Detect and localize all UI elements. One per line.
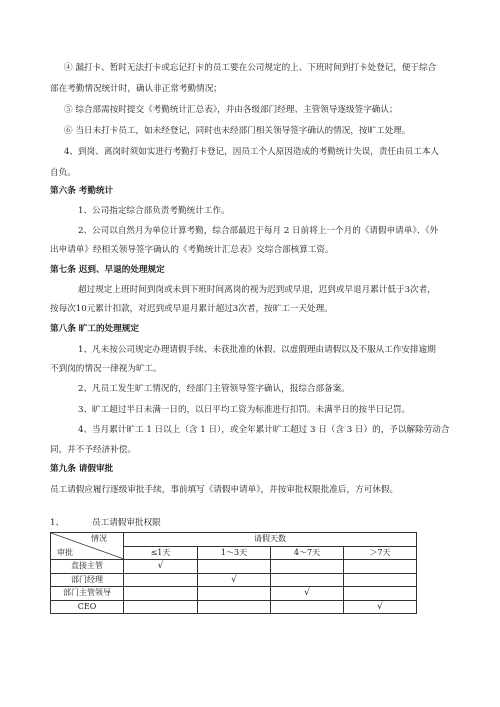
- paragraph-line: 同，并不予经济补偿。: [50, 445, 136, 455]
- corner-top-label: 情况: [91, 534, 107, 543]
- table-cell: [344, 560, 417, 574]
- table-corner-cell: [51, 533, 124, 560]
- table-caption: 员工请假审批权限: [92, 518, 161, 528]
- section-heading: 第七条 迟到、早退的处理规定: [50, 265, 165, 275]
- row-label: 直接主管: [51, 560, 124, 574]
- table-cell: [271, 600, 344, 614]
- table-row: [51, 600, 417, 614]
- paragraph-line: ④ 漏打卡、暂时无法打卡或忘记打卡的员工要在公司规定的上、下班时间到打卡处登记，便于综合: [64, 63, 437, 73]
- group-header-cell: 请假天数: [124, 533, 417, 547]
- table-cell: [271, 573, 344, 587]
- table-cell: [344, 573, 417, 587]
- table-cell: [124, 600, 198, 614]
- row-label: 部门主管领导: [51, 587, 124, 601]
- table-cell: [198, 560, 271, 574]
- column-header: 4～7天: [271, 546, 344, 560]
- paragraph-line: 出申请单》经相关领导签字确认的《考勤统计汇总表》交综合部核算工资。: [50, 245, 334, 255]
- table-cell: [124, 587, 198, 601]
- paragraph-line: 1、凡未按公司规定办理请假手续、未获批准的休假、以虚假理由请假以及不服从工作安排逾期: [78, 345, 436, 355]
- row-label: 部门经理: [51, 573, 124, 587]
- table-cell: √: [198, 573, 271, 587]
- table-cell: [344, 587, 417, 601]
- paragraph-line: ⑥ 当日未打卡员工，如未经登记，同时也未经部门相关领导签字确认的情况，按旷工处理。: [64, 126, 411, 136]
- leave-approval-table: [50, 532, 417, 614]
- paragraph-line: 3、旷工超过半日未满一日的，以日平均工资为标准进行扣罚。未满半日的按半日记罚。: [78, 405, 411, 415]
- section-heading: 第六条 考勤统计: [50, 186, 114, 196]
- paragraph-line: 部在考勤情况统计时，确认非正常考勤情况；: [50, 84, 222, 94]
- row-label: CEO: [51, 600, 124, 614]
- table-header-row: [51, 533, 417, 547]
- paragraph-line: 自负。: [50, 168, 76, 178]
- paragraph-line: 2、凡员工发生旷工情况的，经部门主管领导签字确认，报综合部备案。: [78, 384, 350, 394]
- paragraph-line: 超过规定上班时间到岗或未到下班时间离岗的视为迟到或早退，迟到或早退月累计低于3次者，: [78, 285, 436, 295]
- table-cell: [198, 600, 271, 614]
- paragraph-line: 4、当月累计旷工 1 日以上（含 1 日），或全年累计旷工超过 3 日（含 3 日）的，予以解除劳动合: [78, 425, 450, 435]
- column-header: ＞7天: [344, 546, 417, 560]
- table-cell: [271, 560, 344, 574]
- column-header: ≤1天: [124, 546, 198, 560]
- table-caption-number: 1、: [50, 518, 65, 528]
- section-heading: 第八条 旷工的处理规定: [50, 324, 139, 334]
- table-cell: [124, 573, 198, 587]
- table-cell: [198, 587, 271, 601]
- paragraph-line: 1、公司指定综合部负责考勤统计工作。: [78, 206, 230, 216]
- paragraph-line: 按每次10元累计扣款，对迟到或早退月累计超过3次者，按旷工一天处理。: [50, 304, 333, 314]
- table-row: [51, 560, 417, 574]
- paragraph-line: ⑤ 综合部需按时提交《考勤统计汇总表》，并由各级部门经理、主管领导逐级签字确认；: [64, 105, 398, 115]
- table-cell: √: [344, 600, 417, 614]
- table-row: [51, 587, 417, 601]
- paragraph-line: 4、到岗、离岗时须如实进行考勤打卡登记，因员工个人原因造成的考勤统计失误，责任由员工本人: [64, 147, 440, 157]
- table-row: [51, 573, 417, 587]
- table-cell: √: [271, 587, 344, 601]
- paragraph-line: 2、公司以自然月为单位计算考勤，综合部最迟于每月 2 日前将上一个月的《请假申请单》、《外: [78, 226, 439, 236]
- corner-bottom-label: 审批: [57, 548, 73, 557]
- paragraph-line: 员工请假应履行逐级审批手续，事前填写《请假申请单》，并按审批权限批准后，方可休假。: [50, 485, 399, 495]
- section-heading: 第九条 请假审批: [50, 464, 114, 474]
- paragraph-line: 不到岗的情况一律视为旷工。: [50, 364, 162, 374]
- column-header: 1～3天: [198, 546, 271, 560]
- table-cell: √: [124, 560, 198, 574]
